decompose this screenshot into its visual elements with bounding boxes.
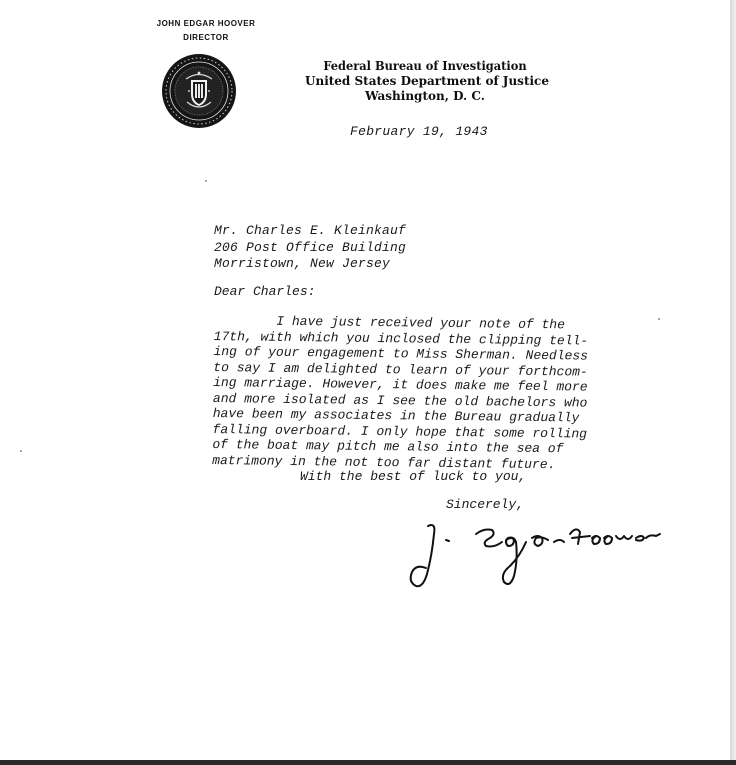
salutation: Dear Charles: [214,284,316,299]
handwritten-signature-icon [398,512,668,597]
letterhead-line-1: Federal Bureau of Investigation [323,59,527,73]
closing-line: With the best of luck to you, [300,469,527,484]
recipient-name: Mr. Charles E. Kleinkauf [214,223,407,238]
body-line: I have just received your note of the [213,313,566,333]
paper-speck [658,318,660,320]
recipient-address [214,223,406,273]
recipient-city: Morristown, New Jersey [214,256,391,271]
body-line: falling overboard. I only hope that some rolling [212,421,588,442]
letterhead [305,59,549,104]
sender-block [146,17,266,45]
fbi-seal-icon [160,52,238,130]
body-line: ing marriage. However, it does make me feel more [213,374,588,395]
page-edge-bottom [0,760,736,765]
recipient-street: 206 Post Office Building [214,239,407,255]
body-line: and more isolated as I see the old bachelors who [212,390,588,411]
letter-body [212,313,644,473]
letter-date: February 19, 1943 [350,124,488,139]
body-line: ing of your engagement to Miss Sherman. Needless [213,343,589,364]
body-line: 17th, with which you inclosed the clipping tell- [213,328,589,349]
letterhead-line-3: Washington, D. C. [365,89,485,103]
sender-name: JOHN EDGAR HOOVER [156,19,256,28]
body-line: of the boat may pitch me also into the sea of [212,436,564,457]
body-line: have been my associates in the Bureau gradually [212,405,580,426]
signoff: Sincerely, [446,497,525,512]
letterhead-line-2: United States Department of Justice [305,74,549,88]
page-edge-right [730,0,736,765]
paper-speck [205,180,207,182]
body-line: to say I am delighted to learn of your forthcom- [213,359,588,380]
sender-title: DIRECTOR [183,33,229,42]
body-line: matrimony in the not too far distant future. [212,452,556,472]
paper-speck [20,450,22,452]
